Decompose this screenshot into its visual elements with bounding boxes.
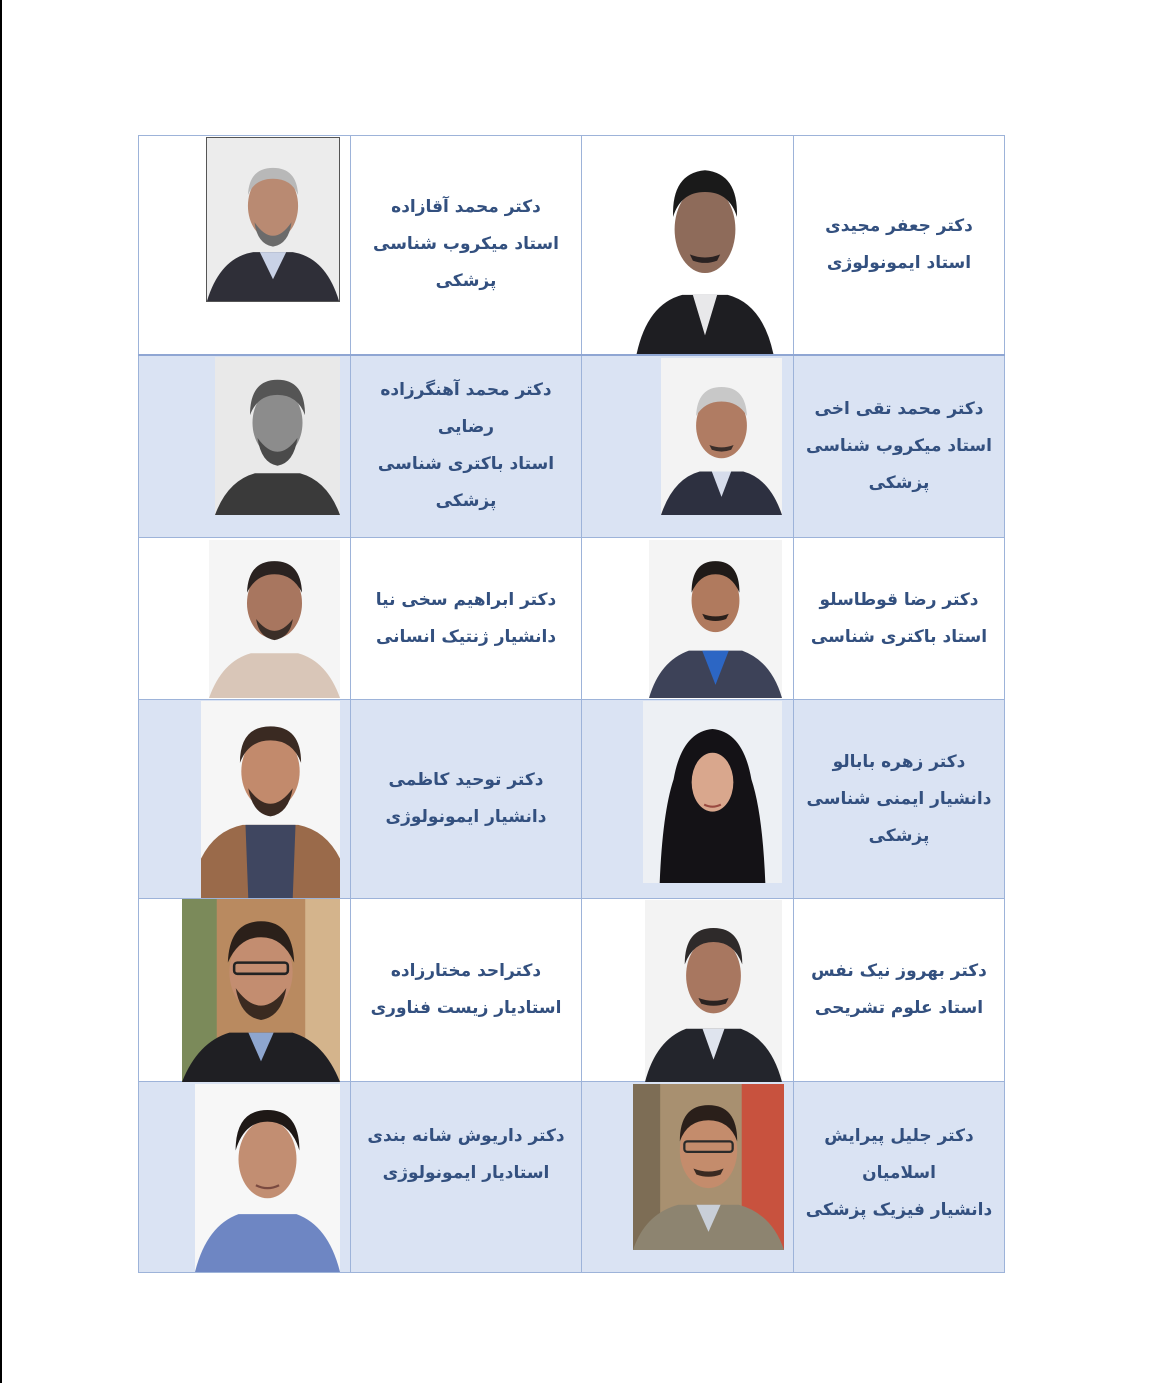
faculty-name: دکتر رضا قوطاسلو bbox=[819, 589, 979, 610]
portrait-photo bbox=[661, 358, 782, 515]
faculty-name: دکتر محمد تقی اخی bbox=[814, 398, 984, 419]
portrait-photo bbox=[206, 137, 340, 302]
photo-cell bbox=[582, 700, 794, 899]
faculty-title: استاد میکروب شناسی bbox=[806, 435, 992, 456]
faculty-title: استاد ایمونولوژی bbox=[826, 252, 972, 273]
faculty-title: دانشیار فیزیک پزشکی bbox=[805, 1200, 993, 1220]
table-row bbox=[139, 538, 1005, 700]
faculty-name: دکتر داریوش شانه بندی bbox=[367, 1126, 565, 1146]
faculty-info bbox=[351, 899, 582, 1082]
portrait-photo bbox=[649, 540, 782, 698]
photo-cell bbox=[139, 538, 351, 700]
faculty-info bbox=[351, 700, 582, 899]
photo-cell bbox=[139, 355, 351, 538]
faculty-title: استاد باکتری شناسی bbox=[377, 454, 555, 475]
faculty-name: رضایی bbox=[437, 417, 495, 438]
faculty-name: دکتر زهره بابالو bbox=[832, 751, 966, 772]
faculty-name: دکتر ابراهیم سخی نیا bbox=[375, 589, 557, 610]
faculty-title: استادیار ایمونولوژی bbox=[382, 1163, 550, 1183]
portrait-photo bbox=[209, 540, 340, 698]
photo-cell bbox=[582, 355, 794, 538]
faculty-info bbox=[794, 538, 1005, 700]
faculty-name: اسلامیان bbox=[862, 1163, 936, 1183]
faculty-name: دکتر جعفر مجیدی bbox=[825, 215, 973, 236]
faculty-title: استاد باکتری شناسی bbox=[810, 626, 988, 647]
photo-cell bbox=[582, 899, 794, 1082]
portrait-photo bbox=[195, 1084, 340, 1272]
portrait-photo bbox=[182, 899, 340, 1082]
faculty-name: دکتر جلیل پیرایش bbox=[824, 1126, 974, 1146]
faculty-info bbox=[794, 700, 1005, 899]
photo-cell bbox=[139, 136, 351, 355]
faculty-info bbox=[351, 1082, 582, 1273]
page-left-edge bbox=[0, 0, 2, 1383]
portrait-photo bbox=[643, 701, 782, 883]
table-row bbox=[139, 700, 1005, 899]
faculty-info bbox=[351, 355, 582, 538]
faculty-title: استاد علوم تشریحی bbox=[814, 998, 984, 1018]
table-row bbox=[139, 355, 1005, 538]
faculty-title: دانشیار ژنتیک انسانی bbox=[375, 626, 557, 647]
faculty-info bbox=[351, 136, 582, 355]
faculty-info bbox=[794, 899, 1005, 1082]
photo-cell bbox=[582, 538, 794, 700]
portrait-photo bbox=[629, 136, 781, 354]
faculty-title: پزشکی bbox=[868, 825, 930, 846]
faculty-name: دکتر محمد آقازاده bbox=[391, 197, 541, 218]
faculty-title: استاد میکروب شناسی bbox=[373, 234, 559, 255]
faculty-info bbox=[794, 355, 1005, 538]
faculty-title: دانشیار ایمنی شناسی bbox=[806, 788, 992, 809]
faculty-info bbox=[794, 136, 1005, 355]
portrait-photo bbox=[633, 1084, 784, 1250]
faculty-title: پزشکی bbox=[435, 271, 497, 292]
photo-cell bbox=[582, 1082, 794, 1273]
photo-cell bbox=[139, 700, 351, 899]
faculty-title: پزشکی bbox=[435, 491, 497, 512]
faculty-title: استادیار زیست فناوری bbox=[370, 998, 562, 1018]
faculty-title: پزشکی bbox=[868, 472, 930, 493]
faculty-info bbox=[351, 538, 582, 700]
portrait-photo bbox=[201, 701, 340, 898]
table-row bbox=[139, 899, 1005, 1082]
faculty-name: دکتر توحید کاظمی bbox=[388, 770, 544, 790]
faculty-info bbox=[794, 1082, 1005, 1273]
photo-cell bbox=[139, 899, 351, 1082]
photo-cell bbox=[139, 1082, 351, 1273]
portrait-photo bbox=[215, 357, 340, 515]
photo-cell bbox=[582, 136, 794, 355]
table-row bbox=[139, 1082, 1005, 1273]
faculty-title: دانشیار ایمونولوژی bbox=[385, 807, 547, 827]
faculty-name: دکتر بهروز نیک نفس bbox=[811, 961, 987, 981]
portrait-photo bbox=[645, 900, 782, 1082]
faculty-table bbox=[138, 135, 1005, 1273]
faculty-name: دکتراحد مختارزاده bbox=[390, 961, 542, 981]
faculty-name: دکتر محمد آهنگرزاده bbox=[380, 380, 552, 401]
table-row bbox=[139, 136, 1005, 355]
